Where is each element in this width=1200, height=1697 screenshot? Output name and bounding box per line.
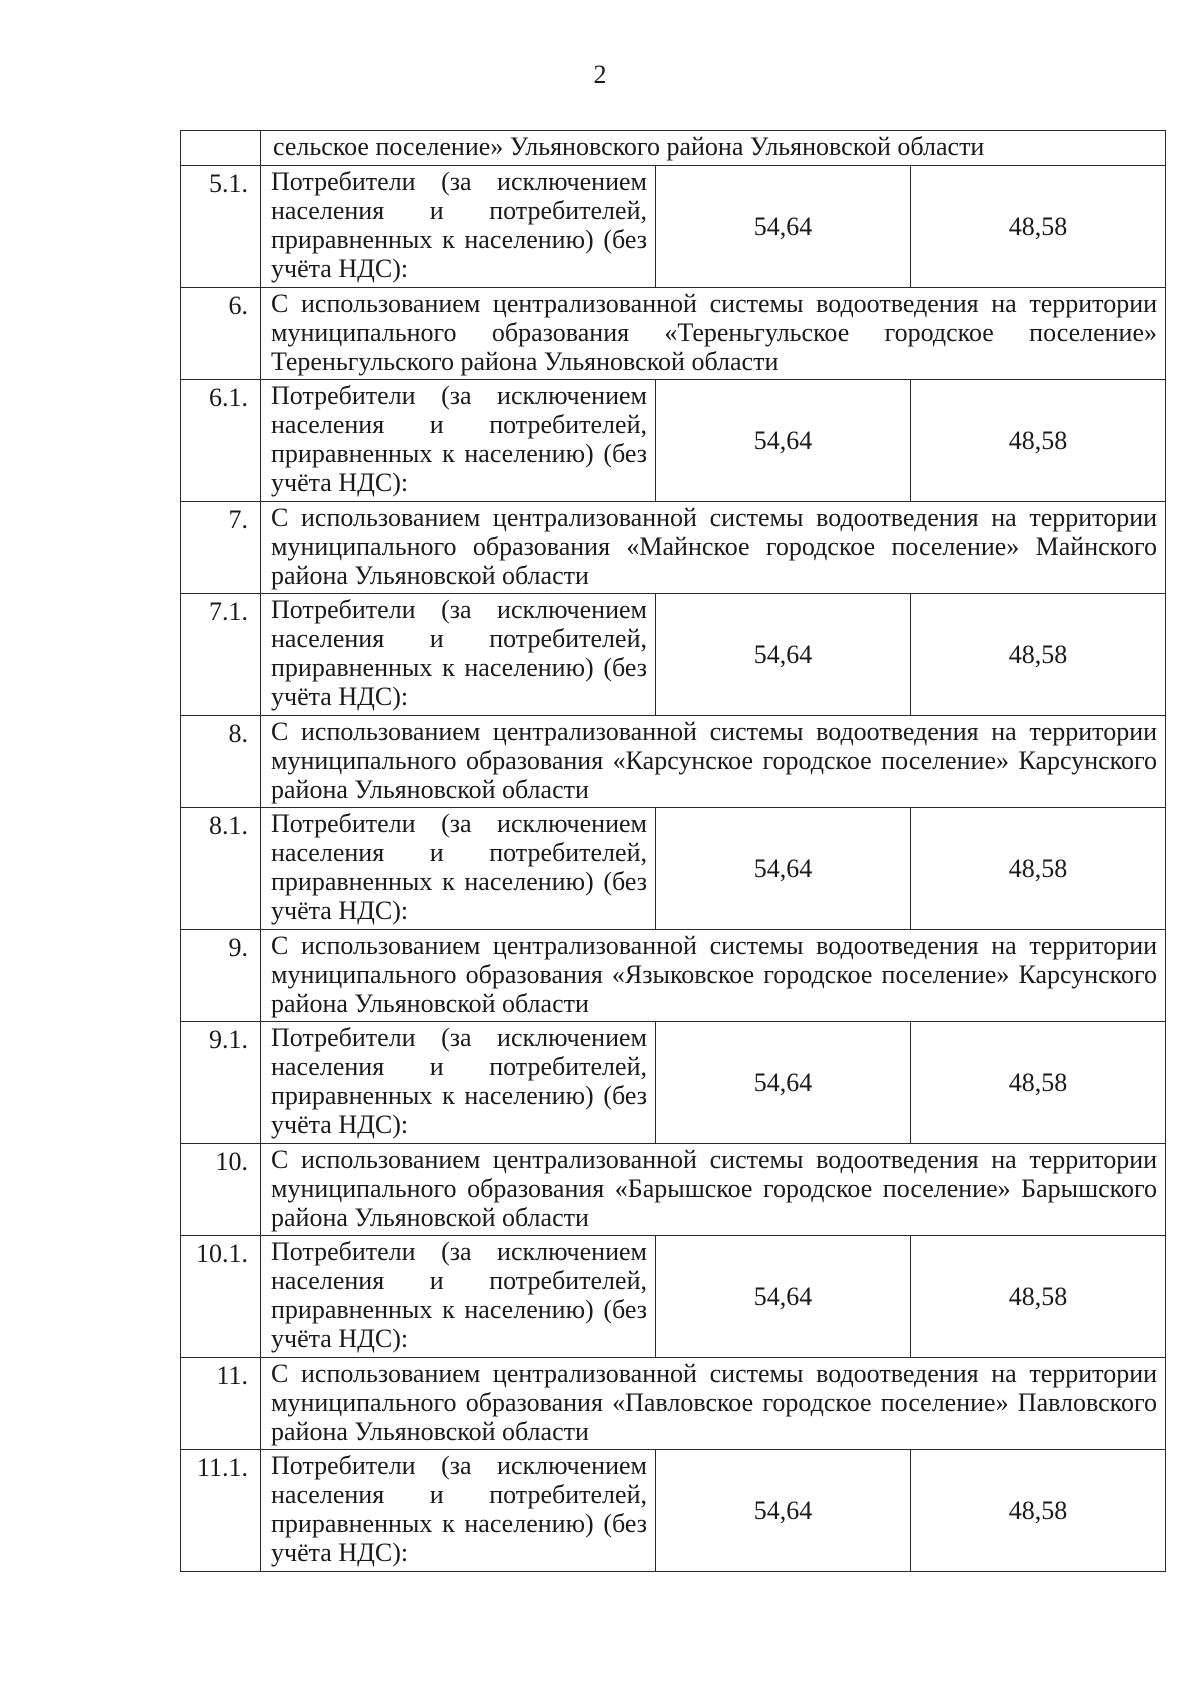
tariff-value-1: 54,64 bbox=[656, 594, 911, 716]
section-row bbox=[181, 502, 1166, 594]
consumer-description: Потребители (за исключением населения и потребителей, приравненных к населению) (без учёта НДС): bbox=[261, 1022, 656, 1144]
consumer-description: Потребители (за исключением населения и потребителей, приравненных к населению) (без учёта НДС): bbox=[261, 1450, 656, 1572]
section-row bbox=[181, 288, 1166, 380]
section-heading-continuation: сельское поселение» Ульяновского района Ульяновской области bbox=[261, 131, 1166, 166]
row-number: 9. bbox=[181, 930, 261, 1022]
tariff-value-1: 54,64 bbox=[656, 1236, 911, 1358]
consumer-description: Потребители (за исключением населения и потребителей, приравненных к населению) (без учёта НДС): bbox=[261, 166, 656, 288]
section-heading: С использованием централизованной системы водоотведения на территории муниципального образования «Тереньгульское городское поселение» Тереньгульского района Ульяновской области bbox=[261, 288, 1166, 380]
row-number: 10. bbox=[181, 1144, 261, 1236]
consumer-row bbox=[181, 594, 1166, 716]
section-heading: С использованием централизованной системы водоотведения на территории муниципального образования «Майнское городское поселение» Майнского района Ульяновской области bbox=[261, 502, 1166, 594]
row-number: 11.1. bbox=[181, 1450, 261, 1572]
consumer-description: Потребители (за исключением населения и потребителей, приравненных к населению) (без учёта НДС): bbox=[261, 808, 656, 930]
tariff-value-1: 54,64 bbox=[656, 1022, 911, 1144]
consumer-description: Потребители (за исключением населения и потребителей, приравненных к населению) (без учёта НДС): bbox=[261, 594, 656, 716]
continuation-row bbox=[181, 131, 1166, 166]
tariff-value-2: 48,58 bbox=[911, 808, 1166, 930]
consumer-description: Потребители (за исключением населения и потребителей, приравненных к населению) (без учёта НДС): bbox=[261, 1236, 656, 1358]
consumer-row bbox=[181, 1450, 1166, 1572]
row-number: 6.1. bbox=[181, 380, 261, 502]
row-number: 6. bbox=[181, 288, 261, 380]
tariff-value-1: 54,64 bbox=[656, 808, 911, 930]
tariff-table bbox=[180, 130, 1166, 1572]
tariff-value-1: 54,64 bbox=[656, 166, 911, 288]
row-number: 8.1. bbox=[181, 808, 261, 930]
tariff-value-2: 48,58 bbox=[911, 1450, 1166, 1572]
row-number: 11. bbox=[181, 1358, 261, 1450]
tariff-value-2: 48,58 bbox=[911, 594, 1166, 716]
tariff-value-2: 48,58 bbox=[911, 166, 1166, 288]
section-row bbox=[181, 930, 1166, 1022]
consumer-row bbox=[181, 1022, 1166, 1144]
row-number: 7. bbox=[181, 502, 261, 594]
consumer-description: Потребители (за исключением населения и потребителей, приравненных к населению) (без учёта НДС): bbox=[261, 380, 656, 502]
row-number bbox=[181, 131, 261, 166]
section-heading: С использованием централизованной системы водоотведения на территории муниципального образования «Языковское городское поселение» Карсунского района Ульяновской области bbox=[261, 930, 1166, 1022]
section-heading: С использованием централизованной системы водоотведения на территории муниципального образования «Барышское городское поселение» Барышского района Ульяновской области bbox=[261, 1144, 1166, 1236]
tariff-value-2: 48,58 bbox=[911, 1022, 1166, 1144]
row-number: 7.1. bbox=[181, 594, 261, 716]
tariff-value-1: 54,64 bbox=[656, 380, 911, 502]
tariff-value-2: 48,58 bbox=[911, 380, 1166, 502]
section-heading: С использованием централизованной системы водоотведения на территории муниципального образования «Карсунское городское поселение» Карсунского района Ульяновской области bbox=[261, 716, 1166, 808]
row-number: 5.1. bbox=[181, 166, 261, 288]
consumer-row bbox=[181, 1236, 1166, 1358]
section-row bbox=[181, 1144, 1166, 1236]
consumer-row bbox=[181, 380, 1166, 502]
row-number: 9.1. bbox=[181, 1022, 261, 1144]
tariff-value-2: 48,58 bbox=[911, 1236, 1166, 1358]
consumer-row bbox=[181, 166, 1166, 288]
row-number: 8. bbox=[181, 716, 261, 808]
section-row bbox=[181, 716, 1166, 808]
page-number: 2 bbox=[593, 60, 607, 89]
tariff-table-body bbox=[181, 131, 1166, 1572]
consumer-row bbox=[181, 808, 1166, 930]
row-number: 10.1. bbox=[181, 1236, 261, 1358]
section-row bbox=[181, 1358, 1166, 1450]
tariff-value-1: 54,64 bbox=[656, 1450, 911, 1572]
section-heading: С использованием централизованной системы водоотведения на территории муниципального образования «Павловское городское поселение» Павловского района Ульяновской области bbox=[261, 1358, 1166, 1450]
